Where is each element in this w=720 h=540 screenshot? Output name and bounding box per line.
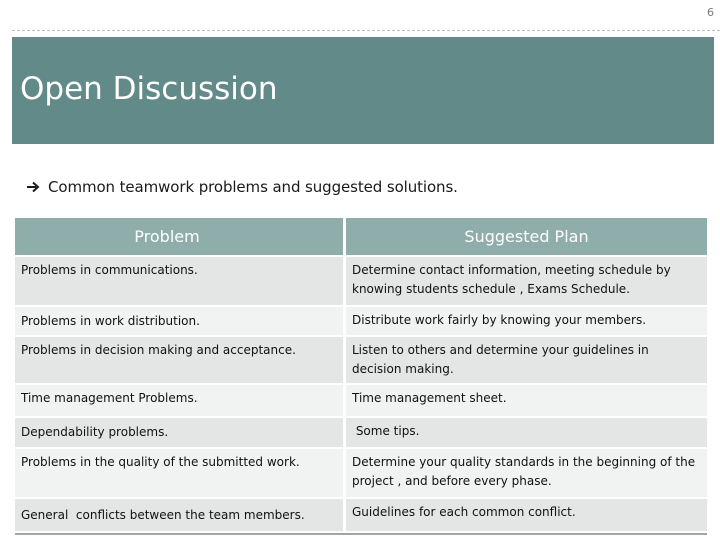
plan-cell: Determine contact information, meeting schedule by knowing students schedule , Exams Schedule. — [352, 263, 671, 296]
table-row — [15, 449, 707, 499]
bullet-point — [26, 178, 458, 196]
plan-cell: Distribute work fairly by knowing your members. — [352, 313, 647, 327]
plan-cell: Guidelines for each common conflict. — [352, 505, 576, 519]
problem-cell: Problems in the quality of the submitted work. — [15, 449, 346, 497]
plan-cell: Determine your quality standards in the beginning of the project , and before every phase. — [352, 455, 696, 488]
plan-cell: Listen to others and determine your guidelines in decision making. — [352, 343, 649, 376]
table-header-row — [15, 218, 707, 257]
plan-cell: Some tips. — [352, 424, 420, 438]
problem-cell: Dependability problems. — [15, 418, 346, 447]
problem-cell: Time management Problems. — [15, 385, 346, 416]
problem-cell: Problems in communications. — [15, 257, 346, 305]
plan-cell: Time management sheet. — [352, 391, 507, 405]
problem-cell: Problems in decision making and acceptance. — [15, 337, 346, 383]
table-row — [15, 499, 707, 533]
bullet-text: Common teamwork problems and suggested solutions. — [48, 178, 458, 196]
top-divider — [12, 30, 720, 31]
table-row — [15, 257, 707, 307]
title-banner — [12, 37, 714, 144]
problems-table — [15, 218, 707, 535]
problem-cell: General conflicts between the team members. — [15, 499, 346, 531]
slide-title: Open Discussion — [20, 71, 278, 107]
header-problem: Problem — [15, 218, 346, 255]
page-number: 6 — [707, 6, 714, 19]
problem-cell: Problems in work distribution. — [15, 307, 346, 335]
table-row — [15, 307, 707, 337]
header-suggested-plan: Suggested Plan — [464, 227, 589, 246]
table-row — [15, 337, 707, 385]
arrow-right-icon — [26, 181, 40, 193]
table-row — [15, 385, 707, 418]
table-row — [15, 418, 707, 449]
